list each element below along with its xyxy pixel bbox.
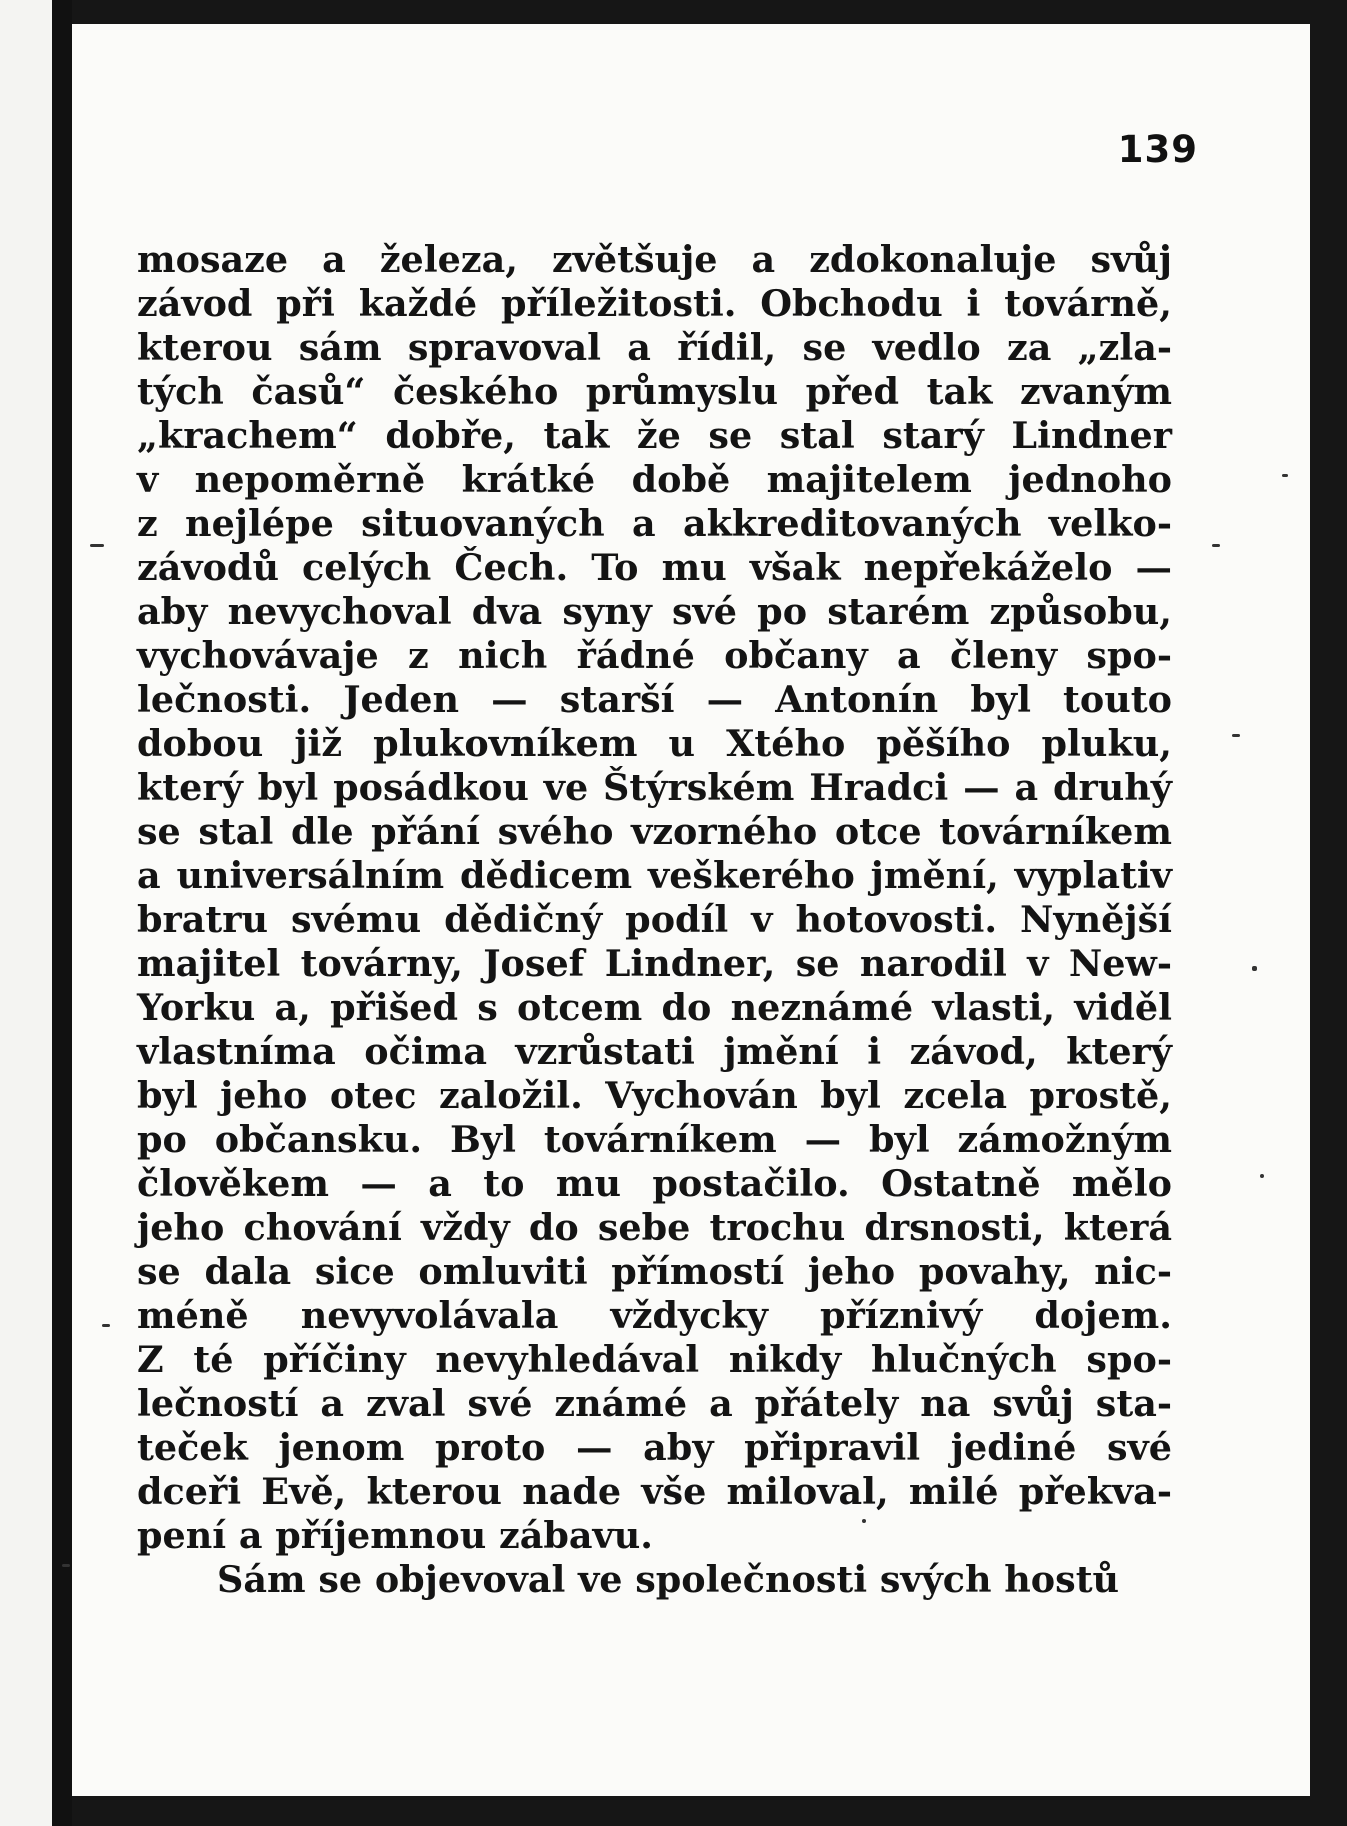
text-line: se dala sice omluviti přímostí jeho povahy, nic- — [137, 1250, 1172, 1293]
text-line: z nejlépe situovaných a akkreditovaných velko- — [137, 502, 1172, 545]
text-line: mosaze a železa, zvětšuje a zdokonaluje svůj — [137, 238, 1172, 281]
adjacent-page-edge — [0, 0, 52, 1826]
scan-speck — [1260, 1174, 1264, 1178]
text-line: majitel továrny, Josef Lindner, se narodil v New- — [137, 942, 1172, 985]
body-text — [137, 238, 1172, 1602]
scan-speck — [1232, 734, 1240, 737]
text-line: lečností a zval své známé a přátely na svůj sta- — [137, 1382, 1172, 1425]
scan-speck — [1212, 544, 1220, 547]
text-line: a universálním dědicem veškerého jmění, vyplativ — [137, 854, 1172, 897]
book-page — [72, 24, 1310, 1796]
paragraph-start-line: Sám se objevoval ve společnosti svých hostů — [217, 1558, 1120, 1601]
text-line: tých časů“ českého průmyslu před tak zvaným — [137, 370, 1172, 413]
text-line: Yorku a, přišed s otcem do neznámé vlasti, viděl — [137, 986, 1172, 1029]
text-line: byl jeho otec založil. Vychován byl zcela prostě, — [137, 1074, 1172, 1117]
text-line: jeho chování vždy do sebe trochu drsnosti, která — [137, 1206, 1172, 1249]
text-line: kterou sám spravoval a řídil, se vedlo za „zla- — [137, 326, 1172, 369]
text-line: vychovávaje z nich řádné občany a členy spo- — [137, 634, 1172, 677]
text-line: dceři Evě, kterou nade vše miloval, milé překva- — [137, 1470, 1172, 1513]
text-line: lečnosti. Jeden — starší — Antonín byl touto — [137, 678, 1172, 721]
page-gutter — [52, 0, 72, 1826]
text-line: po občansku. Byl továrníkem — byl zámožným — [137, 1118, 1172, 1161]
page-number: 139 — [1117, 128, 1198, 171]
scan-speck — [102, 1324, 110, 1327]
text-line: méně nevyvolávala vždycky příznivý dojem. — [137, 1294, 1172, 1337]
text-line: vlastníma očima vzrůstati jmění i závod, který — [137, 1030, 1172, 1073]
text-line: se stal dle přání svého vzorného otce továrníkem — [137, 810, 1172, 853]
text-line: závodů celých Čech. To mu však nepřekáželo — — [137, 546, 1172, 589]
scan-speck — [90, 544, 104, 547]
text-line: „krachem“ dobře, tak že se stal starý Lindner — [137, 414, 1172, 457]
text-line: dobou již plukovníkem u Xtého pěšího pluku, — [137, 722, 1172, 765]
text-line: aby nevychoval dva syny své po starém způsobu, — [137, 590, 1172, 633]
text-line: Z té příčiny nevyhledával nikdy hlučných spo- — [137, 1338, 1172, 1381]
scan-speck — [1252, 966, 1257, 971]
text-line: bratru svému dědičný podíl v hotovosti. Nynější — [137, 898, 1172, 941]
text-line: člověkem — a to mu postačilo. Ostatně mělo — [137, 1162, 1172, 1205]
text-line: závod při každé příležitosti. Obchodu i továrně, — [137, 282, 1172, 325]
scan-speck — [862, 1519, 866, 1523]
text-line: který byl posádkou ve Štýrském Hradci — a druhý — [137, 766, 1172, 809]
text-line: pení a příjemnou zábavu. — [137, 1514, 654, 1557]
scan-speck — [62, 1564, 70, 1567]
scan-speck — [1282, 474, 1288, 477]
text-line: teček jenom proto — aby připravil jediné své — [137, 1426, 1172, 1469]
text-line: v nepoměrně krátké době majitelem jednoho — [137, 458, 1172, 501]
